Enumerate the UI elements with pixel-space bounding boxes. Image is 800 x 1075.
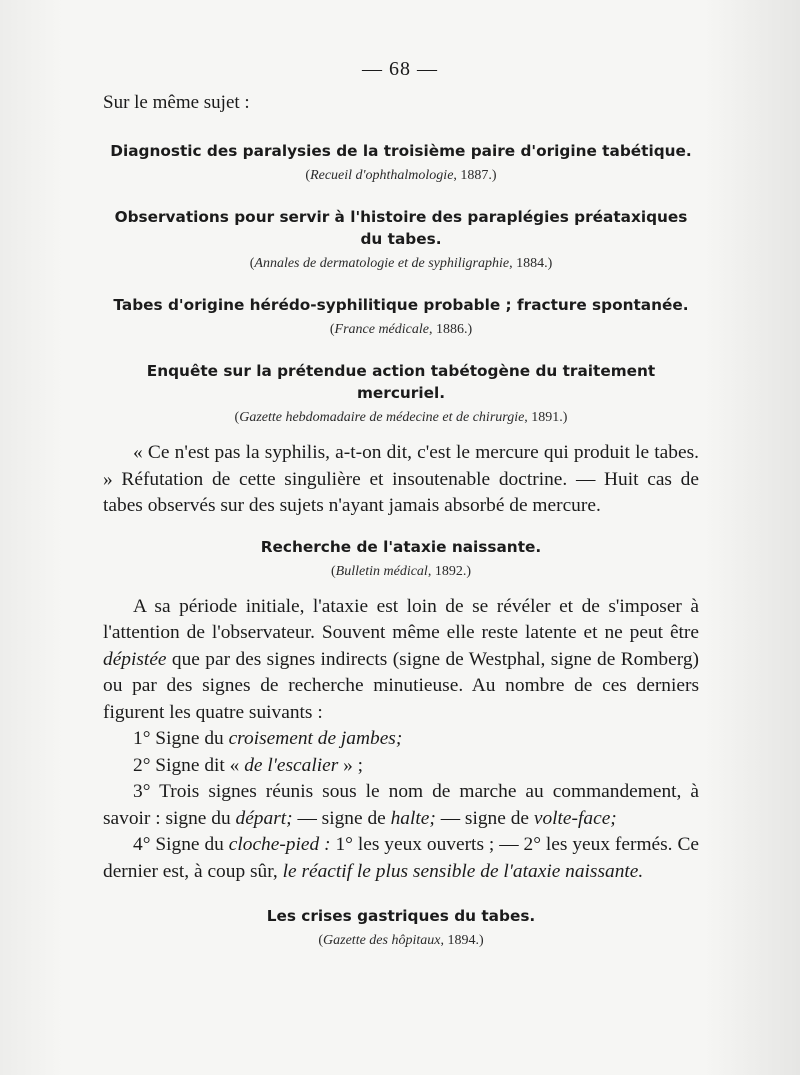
page-number: — 68 — bbox=[362, 58, 438, 80]
publication-title: Enquête sur la prétendue action tabétogène du traitement mercuriel. bbox=[146, 362, 656, 402]
publication-source: (France médicale, 1886.) bbox=[329, 322, 473, 337]
publication-source: (Gazette hebdomadaire de médecine et de chirurgie, 1891.) bbox=[234, 410, 568, 425]
mercure-paragraph: « Ce n'est pas la syphilis, a-t-on dit, c'est le mercure qui produit le tabes. » Réfutation de cette singulière et insoutenable doctrine. — Huit cas de tabes observés sur des sujets n'ayant jamais absorbé de mercure. bbox=[103, 442, 699, 516]
publication-title: Diagnostic des paralysies de la troisième paire d'origine tabétique. bbox=[110, 142, 692, 160]
publication-4 bbox=[103, 360, 699, 426]
sign-item-4: 4° Signe du cloche-pied : 1° les yeux ouverts ; — 2° les yeux fermés. Ce dernier est, à coup sûr, le réactif le plus sensible de l'ataxie naissante. bbox=[103, 834, 699, 882]
publication-source: (Gazette des hôpitaux, 1894.) bbox=[318, 933, 484, 948]
publication-title: Les crises gastriques du tabes. bbox=[266, 907, 536, 925]
page-content bbox=[103, 92, 699, 971]
publication-5 bbox=[103, 536, 699, 580]
publication-source: (Recueil d'ophthalmologie, 1887.) bbox=[305, 168, 497, 183]
sign-item-2: 2° Signe dit « de l'escalier » ; bbox=[133, 754, 364, 776]
ataxie-paragraph: A sa période initiale, l'ataxie est loin de se révéler et de s'imposer à l'attention de l'observateur. Souvent même elle reste latente et ne peut être dépistée que par des signes indirects (signe de Westphal, signe de Romberg) ou par des signes de recherche minutieuse. Au nombre de ces derniers figurent les quatre suivants : bbox=[103, 595, 699, 723]
publication-source: (Bulletin médical, 1892.) bbox=[331, 563, 471, 579]
intro-line: Sur le même sujet : bbox=[103, 92, 250, 113]
publication-1 bbox=[103, 140, 699, 184]
publication-6 bbox=[103, 905, 699, 949]
publication-3 bbox=[103, 294, 699, 338]
sign-item-3: 3° Trois signes réunis sous le nom de marche au commandement, à savoir : signe du départ; — signe de halte; — signe de volte-face; bbox=[103, 781, 699, 829]
publication-source: (Annales de dermatologie et de syphiligraphie, 1884.) bbox=[249, 256, 553, 271]
publication-title: Tabes d'origine hérédo-syphilitique probable ; fracture spontanée. bbox=[113, 296, 689, 314]
publication-2 bbox=[103, 206, 699, 272]
publication-title: Observations pour servir à l'histoire des paraplégies préataxiques du tabes. bbox=[114, 208, 688, 248]
sign-item-1: 1° Signe du croisement de jambes; bbox=[133, 728, 403, 749]
publication-title: Recherche de l'ataxie naissante. bbox=[260, 537, 542, 556]
